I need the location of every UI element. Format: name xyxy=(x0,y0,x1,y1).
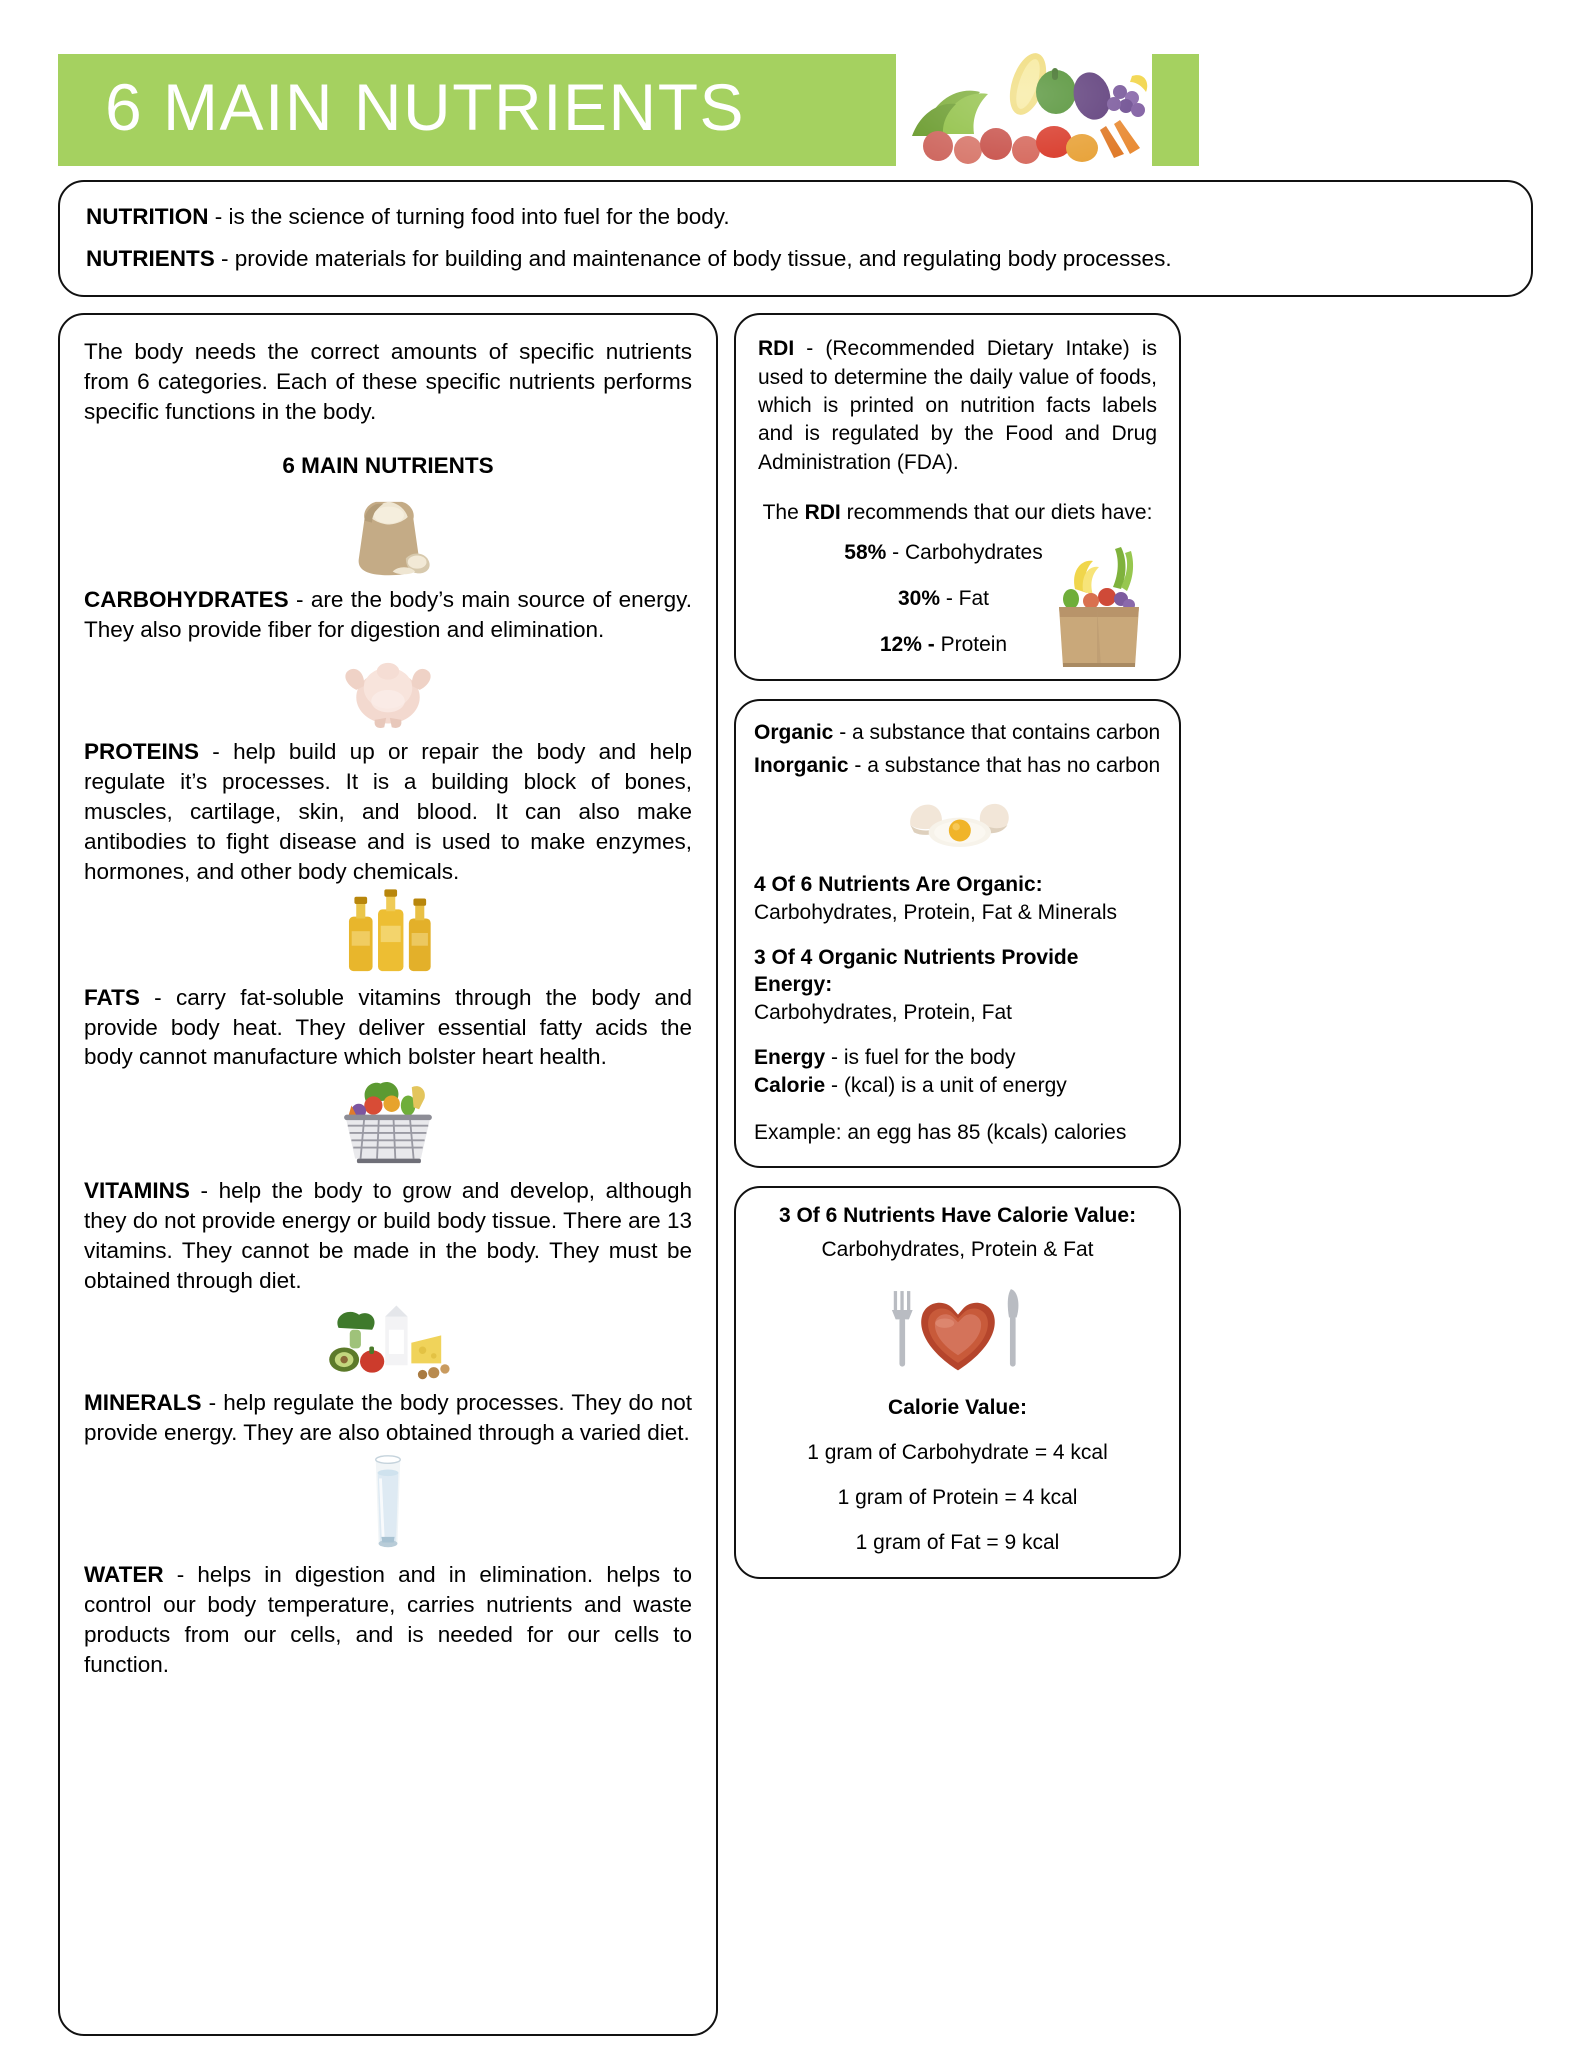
nutrient-carbohydrates-desc: are the body’s main source of energy. They also provide fiber for digestion and elimination. xyxy=(84,587,692,643)
definition-nutrients-text: provide materials for building and maintenance of body tissue, and regulating body processes. xyxy=(234,245,1172,271)
page-title: 6 MAIN NUTRIENTS xyxy=(105,70,746,144)
poster-header xyxy=(58,26,1533,166)
nutrient-minerals-dash: - xyxy=(201,1390,224,1416)
rdi-percentages xyxy=(758,541,1157,657)
nutrient-water xyxy=(84,1450,692,1680)
cooking-oil-bottles-photo xyxy=(84,889,692,977)
rdi-recommends-suffix: recommends that our diets have: xyxy=(840,501,1153,525)
rdi-percentage-fat xyxy=(758,587,1157,611)
rdi-dash: - xyxy=(794,337,826,361)
inorganic-dash: - xyxy=(848,754,868,778)
nutrient-proteins-name: PROTEINS xyxy=(84,738,200,764)
six-main-nutrients-heading: 6 MAIN NUTRIENTS xyxy=(282,453,494,479)
fact-energy-nutrients xyxy=(754,944,1161,1026)
organic-term: Organic xyxy=(754,721,834,745)
energy-definitions xyxy=(754,1044,1161,1101)
egg-calorie-example: Example: an egg has 85 (kcals) calories xyxy=(754,1120,1127,1144)
rdi-percentage-carbohydrates xyxy=(758,541,1157,565)
rdi-definition-text: (Recommended Dietary Intake) is used to determine the daily value of foods, which is printed on nutrition facts labels and is regulated by the Food and Drug Administration (FDA). xyxy=(758,337,1157,474)
rdi-pct-carbohydrates-label: Carbohydrates xyxy=(904,541,1043,565)
calorie-value-heading: 3 Of 6 Nutrients Have Calorie Value: xyxy=(778,1203,1137,1227)
definition-nutrients xyxy=(86,244,1505,274)
definition-nutrients-term: NUTRIENTS xyxy=(86,245,215,271)
glass-of-water-photo xyxy=(84,1450,692,1554)
rdi-box xyxy=(734,313,1181,681)
nutrient-proteins-text xyxy=(84,737,692,887)
rdi-recommends-prefix: The xyxy=(762,501,805,525)
fact-organic-nutrients xyxy=(754,871,1161,926)
calorie-value-box xyxy=(734,1186,1181,1579)
fact-energy-head: 3 Of 4 Organic Nutrients Provide Energy: xyxy=(754,945,1079,997)
rdi-term: RDI xyxy=(758,337,795,361)
rdi-pct-fat-dash: - xyxy=(940,587,959,611)
rdi-pct-protein-value: 12% - xyxy=(879,633,935,657)
rdi-pct-fat-value: 30% xyxy=(897,587,940,611)
intro-paragraph: The body needs the correct amounts of specific nutrients from 6 categories. Each of these specific nutrients performs specific functions in the body. xyxy=(84,339,692,425)
nutrient-vitamins-text xyxy=(84,1176,692,1296)
definition-nutrition xyxy=(86,202,1505,232)
nutrient-carbohydrates xyxy=(84,485,692,645)
nutrient-minerals xyxy=(84,1298,692,1448)
nutrient-proteins-dash: - xyxy=(199,738,234,764)
nutrient-fats-text xyxy=(84,983,692,1073)
rdi-definition xyxy=(758,335,1157,477)
nutrient-carbohydrates-name: CARBOHYDRATES xyxy=(84,587,289,613)
organic-text: a substance that contains carbon xyxy=(852,721,1161,745)
nutrient-minerals-name: MINERALS xyxy=(84,1390,202,1416)
rdi-recommends-term: RDI xyxy=(804,501,841,525)
energy-definition xyxy=(754,1044,1161,1072)
definition-nutrition-dash: - xyxy=(208,204,229,229)
nutrient-water-desc: helps in digestion and in elimination. helps to control our body temperature, carries nutrients and waste products from our cells, and is needed for our cells to function. xyxy=(84,1561,692,1677)
energy-term: Energy xyxy=(754,1045,826,1069)
energy-dash: - xyxy=(825,1045,844,1069)
right-column xyxy=(734,313,1181,1578)
calorie-value-protein: 1 gram of Protein = 4 kcal xyxy=(837,1485,1078,1509)
nutrient-fats-dash: - xyxy=(139,984,176,1010)
rdi-pct-carbohydrates-value: 58% xyxy=(844,541,887,565)
inorganic-term: Inorganic xyxy=(754,754,849,778)
mineral-foods-photo xyxy=(84,1298,692,1382)
nutrient-fats-name: FATS xyxy=(84,984,140,1010)
rdi-pct-carbohydrates-dash: - xyxy=(886,541,905,565)
calorie-definition xyxy=(754,1072,1161,1100)
fact-organic-head: 4 Of 6 Nutrients Are Organic: xyxy=(754,873,1043,897)
definitions-box xyxy=(58,180,1533,297)
rdi-percentage-protein xyxy=(758,633,1157,657)
cracked-egg-photo xyxy=(754,797,1161,853)
fact-energy-body: Carbohydrates, Protein, Fat xyxy=(754,1000,1012,1024)
six-nutrients-box xyxy=(58,313,718,2036)
nutrient-fats-desc: carry fat-soluble vitamins through the body and provide body heat. They deliver essential fatty acids the body cannot manufacture which bolster heart health. xyxy=(84,984,692,1070)
nutrient-proteins xyxy=(84,647,692,887)
nutrient-vitamins xyxy=(84,1074,692,1296)
organic-box xyxy=(734,699,1181,1167)
calorie-term: Calorie xyxy=(754,1074,826,1098)
nutrient-vitamins-name: VITAMINS xyxy=(84,1178,190,1204)
calorie-dash: - xyxy=(825,1074,844,1098)
nutrient-minerals-desc: help regulate the body processes. They do not provide energy. They are also obtained through a varied diet. xyxy=(84,1390,692,1445)
heart-plate-photo xyxy=(754,1274,1161,1378)
fact-organic-body: Carbohydrates, Protein, Fat & Minerals xyxy=(754,900,1117,924)
definition-nutrition-text: is the science of turning food into fuel for the body. xyxy=(228,204,730,229)
nutrient-vitamins-dash: - xyxy=(189,1178,219,1204)
calorie-value-title: Calorie Value: xyxy=(888,1395,1027,1419)
organic-definition xyxy=(754,719,1161,748)
calorie-value-carbohydrate: 1 gram of Carbohydrate = 4 kcal xyxy=(807,1440,1108,1464)
nutrient-carbohydrates-text xyxy=(84,585,692,645)
inorganic-text: a substance that has no carbon xyxy=(867,754,1161,778)
energy-text: is fuel for the body xyxy=(843,1045,1016,1069)
content-columns xyxy=(58,313,1533,2036)
nutrient-water-dash: - xyxy=(163,1561,198,1587)
rdi-recommends-line xyxy=(758,499,1157,527)
definition-nutrition-term: NUTRITION xyxy=(86,204,209,229)
organic-dash: - xyxy=(833,721,853,745)
nutrient-carbohydrates-dash: - xyxy=(288,587,311,613)
raw-chicken-photo xyxy=(84,647,692,731)
nutrient-fats xyxy=(84,889,692,1073)
flour-sack-photo xyxy=(84,485,692,579)
grocery-basket-photo xyxy=(84,1074,692,1170)
nutrient-vitamins-desc: help the body to grow and develop, although they do not provide energy or build body tissue. There are 13 vitamins. They cannot be made in the body. They must be obtained through diet. xyxy=(84,1178,692,1294)
calorie-text: (kcal) is a unit of energy xyxy=(843,1074,1067,1098)
left-column xyxy=(58,313,718,2036)
inorganic-definition xyxy=(754,752,1161,781)
definition-nutrients-dash: - xyxy=(214,245,235,271)
calorie-value-subheading: Carbohydrates, Protein & Fat xyxy=(821,1237,1094,1261)
nutrient-proteins-desc: help build up or repair the body and help regulate it’s processes. It is a building block of bones, muscles, cartilage, skin, and blood. It can also make antibodies to fight disease and is used to make enzymes, hormones, and other body chemicals. xyxy=(84,738,692,884)
rdi-pct-fat-label: Fat xyxy=(958,587,990,611)
nutrient-water-name: WATER xyxy=(84,1561,164,1587)
nutrient-water-text xyxy=(84,1560,692,1680)
nutrient-minerals-text xyxy=(84,1388,692,1448)
rdi-pct-protein-label: Protein xyxy=(940,633,1008,657)
assorted-vegetables-photo xyxy=(896,36,1152,166)
calorie-value-fat: 1 gram of Fat = 9 kcal xyxy=(855,1530,1060,1554)
